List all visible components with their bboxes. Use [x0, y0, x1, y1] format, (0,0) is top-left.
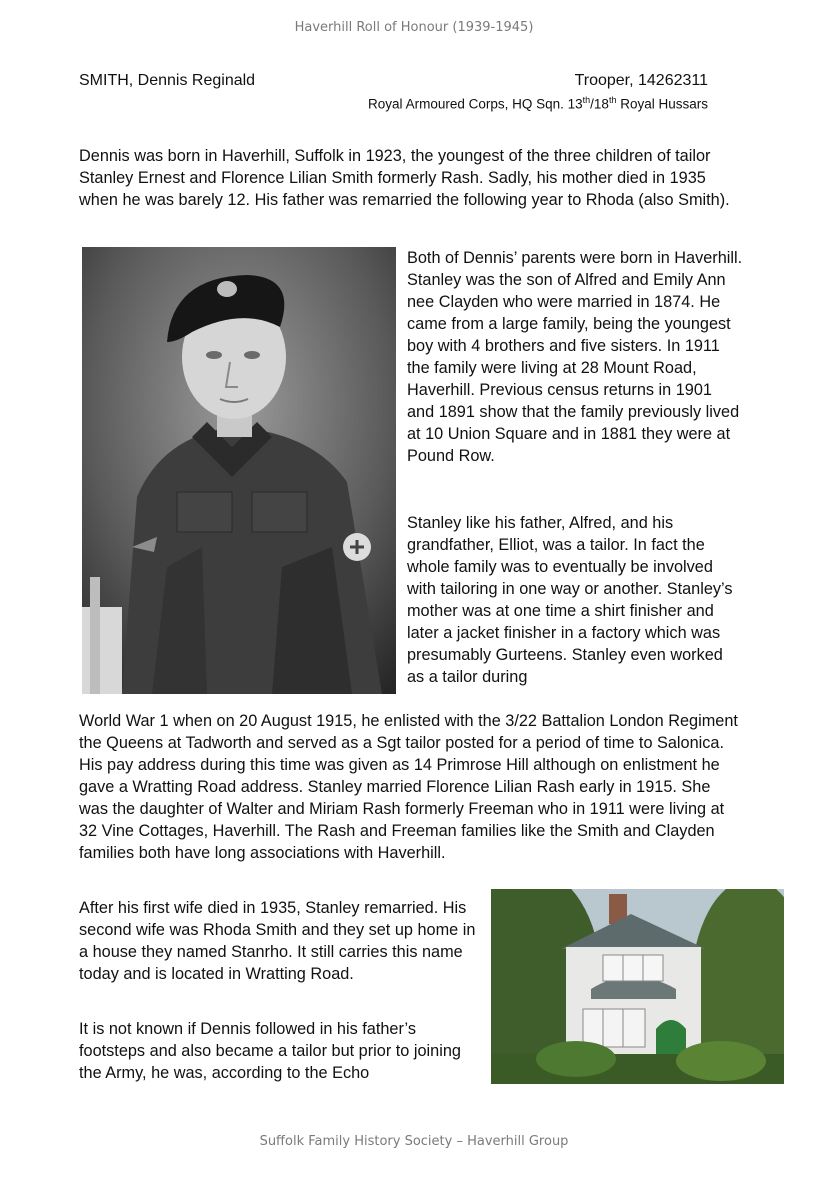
paragraph-remarriage: After his first wife died in 1935, Stanley remarried. His second wife was Rhoda Smith and they set up home in a house they named Stanrho. It still carries this name today and is located in Wratting Road. [79, 899, 476, 983]
page-header: Haverhill Roll of Honour (1939-1945) [294, 20, 534, 35]
unit-text-c: Royal Hussars [616, 96, 708, 112]
soldier-rank-number: Trooper, 14262311 [574, 72, 708, 89]
paragraph-occupation: It is not known if Dennis followed in his father’s footsteps and also became a tailor but prior to joining the Army, he was, according to the Echo [79, 1020, 461, 1082]
soldier-unit [368, 95, 708, 112]
unit-text-b: /18 [590, 96, 609, 112]
house-stanrho-photo [491, 889, 784, 1084]
unit-superscript-1: th [582, 95, 591, 105]
soldier-portrait-photo [82, 247, 396, 694]
unit-text-a: Royal Armoured Corps, HQ Sqn. 13 [368, 96, 583, 112]
soldier-name: SMITH, Dennis Reginald [79, 72, 256, 89]
page-footer: Suffolk Family History Society – Haverhill Group [259, 1134, 569, 1149]
unit-superscript-2: th [608, 95, 617, 105]
paragraph-birth: Dennis was born in Haverhill, Suffolk in 1923, the youngest of the three children of tailor Stanley Ernest and Florence Lilian Smith formerly Rash. Sadly, his mother died in 1935 when he was barely 12. His father was remarried the following year to Rhoda (also Smith). [79, 147, 730, 209]
paragraph-tailoring: Stanley like his father, Alfred, and his grandfather, Elliot, was a tailor. In fact the whole family was to eventually be involved with tailoring in one way or another. Stanley’s mother was at one time a shirt finisher and later a jacket finisher in a factory which was presumably Gurteens. Stanley even worked as a tailor during [407, 514, 733, 686]
paragraph-war-service: World War 1 when on 20 August 1915, he enlisted with the 3/22 Battalion London Regiment the Queens at Tadworth and served as a Sgt tailor posted for a period of time to Salonica. His pay address during this time was given as 14 Primrose Hill although on enlistment he gave a Wratting Road address. Stanley married Florence Lilian Rash early in 1915. She was the daughter of Walter and Miriam Rash formerly Freeman who in 1911 were living at 32 Vine Cottages, Haverhill. The Rash and Freeman families like the Smith and Clayden families both have long associations with Haverhill. [79, 712, 738, 862]
paragraph-parents: Both of Dennis’ parents were born in Haverhill. Stanley was the son of Alfred and Emily Ann nee Clayden who were married in 1874. He came from a large family, being the youngest boy with 4 brothers and five sisters. In 1911 the family were living at 28 Mount Road, Haverhill. Previous census returns in 1901 and 1891 show that the family previously lived at 10 Union Square and in 1881 they were at Pound Row. [407, 249, 743, 465]
